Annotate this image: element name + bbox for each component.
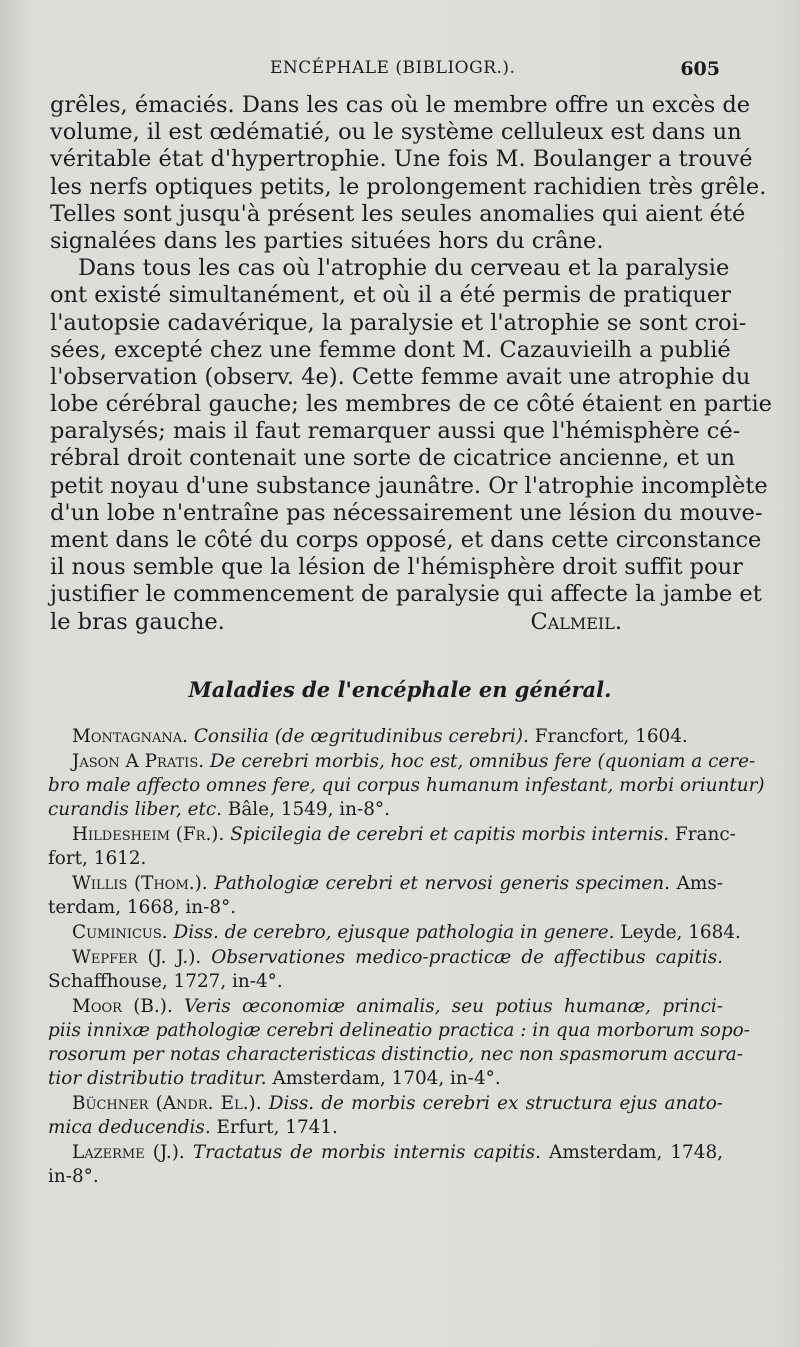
entry-author: Wepfer (J. J.). bbox=[72, 947, 212, 968]
entry-title: Tractatus de morbis internis capitis. bbox=[192, 1142, 541, 1163]
entry-title: mica deducendis. bbox=[48, 1117, 211, 1138]
entry-publication: Bâle, 1549, in-8°. bbox=[221, 799, 390, 820]
entry-publication: Amsterdam, 1704, in-4°. bbox=[266, 1068, 501, 1089]
bibliography-line bbox=[48, 847, 723, 871]
text-line: l'observation (observ. 4e). Cette femme avait une atrophie du bbox=[50, 363, 751, 390]
entry-title: Pathologiæ cerebri et nervosi generis specimen. bbox=[214, 873, 670, 894]
entry-publication: fort, 1612. bbox=[48, 848, 147, 869]
entry-author: Jason A Pratis. bbox=[72, 751, 210, 772]
entry-title: tior distributio traditur. bbox=[48, 1068, 267, 1089]
entry-publication: Francfort, 1604. bbox=[528, 726, 688, 747]
entry-title: Diss. de cerebro, ejusque pathologia in genere. bbox=[173, 922, 615, 943]
text-line: grêles, émaciés. Dans les cas où le membre offre un excès de bbox=[50, 92, 751, 118]
entry-publication: Amsterdam, 1748, bbox=[540, 1142, 724, 1163]
bibliography-entry bbox=[48, 995, 750, 1091]
text-line: les nerfs optiques petits, le prolongement rachidien très grêle. bbox=[50, 173, 767, 200]
bibliography-line bbox=[48, 1043, 743, 1067]
entry-title: bro male affecto omnes fere, qui corpus humanum infestant, morbi oriuntur) bbox=[48, 775, 765, 796]
entry-publication: terdam, 1668, in-8°. bbox=[48, 897, 237, 918]
author-signature: Calmeil. bbox=[530, 608, 622, 635]
bibliography-line bbox=[48, 896, 723, 920]
text-line: ont existé simultanément, et où il a été permis de pratiquer bbox=[50, 282, 731, 309]
bibliography-entry bbox=[48, 750, 765, 822]
running-title: ENCÉPHALE (BIBLIOGR.). bbox=[270, 58, 516, 78]
bibliography-line bbox=[48, 995, 723, 1019]
bibliography-entry bbox=[48, 725, 723, 749]
text-line: lobe cérébral gauche; les membres de ce côté étaient en partie bbox=[50, 391, 772, 418]
entry-title: Veris œconomiæ animalis, seu potius humanæ, princi- bbox=[184, 996, 724, 1017]
entry-title: Diss. de morbis cerebri ex structura ejus anato- bbox=[268, 1093, 723, 1114]
bibliography-entry bbox=[48, 872, 723, 920]
bibliography-line bbox=[48, 798, 723, 822]
text-line: véritable état d'hypertrophie. Une fois M. Boulanger a trouvé bbox=[50, 146, 753, 173]
entry-publication: in-8°. bbox=[48, 1166, 99, 1187]
entry-title: Spicilegia de cerebri et capitis morbis internis. bbox=[230, 824, 670, 845]
bibliography-line bbox=[48, 1092, 723, 1116]
bibliography-line bbox=[48, 946, 723, 970]
section-heading: Maladies de l'encéphale en général. bbox=[188, 677, 612, 702]
text-line: signalées dans les parties situées hors du crâne. bbox=[50, 227, 604, 254]
entry-title: Consilia (de œgritudinibus cerebri). bbox=[193, 726, 529, 747]
bibliography-entry bbox=[48, 921, 741, 945]
bibliography-line bbox=[48, 970, 723, 994]
bibliography-entry bbox=[48, 1092, 723, 1140]
entry-title: rosorum per notas characteristicas distinctio, nec non spasmorum accura- bbox=[48, 1044, 743, 1065]
text-line: petit noyau d'une substance jaunâtre. Or l'atrophie incomplète bbox=[50, 472, 768, 499]
text-line: l'autopsie cadavérique, la paralysie et l'atrophie se sont croi- bbox=[50, 309, 747, 336]
bibliography-entry bbox=[48, 823, 736, 871]
entry-author: Cuminicus. bbox=[72, 922, 174, 943]
bibliography-line bbox=[48, 1141, 723, 1165]
entry-author: Willis (Thom.). bbox=[72, 873, 215, 894]
page-number: 605 bbox=[680, 58, 720, 80]
entry-author: Moor (B.). bbox=[72, 996, 185, 1017]
entry-title: curandis liber, etc. bbox=[48, 799, 222, 820]
bibliography-list bbox=[48, 725, 765, 1190]
text-line: rébral droit contenait une sorte de cicatrice ancienne, et un bbox=[50, 445, 736, 472]
bibliography-line bbox=[48, 1116, 723, 1140]
text-line: volume, il est œdématié, ou le système celluleux est dans un bbox=[50, 119, 742, 146]
bibliography-line bbox=[48, 823, 736, 847]
bibliography-line bbox=[48, 1019, 750, 1043]
bibliography-line bbox=[48, 774, 765, 798]
entry-publication: Schaffhouse, 1727, in-4°. bbox=[48, 971, 283, 992]
running-head bbox=[50, 58, 720, 86]
entry-author: Hildesheim (Fr.). bbox=[72, 824, 231, 845]
entry-publication: Franc- bbox=[669, 824, 736, 845]
text-line: Telles sont jusqu'à présent les seules anomalies qui aient été bbox=[50, 200, 746, 227]
entry-publication: Ams- bbox=[669, 873, 724, 894]
entry-author: Büchner (Andr. El.). bbox=[72, 1093, 269, 1114]
entry-publication: Erfurt, 1741. bbox=[210, 1117, 338, 1138]
bibliography-entry bbox=[48, 1141, 723, 1189]
text-line: Dans tous les cas où l'atrophie du cerveau et la paralysie bbox=[78, 255, 730, 282]
bibliography-line bbox=[48, 921, 741, 945]
text-line: ment dans le côté du corps opposé, et dans cette circonstance bbox=[50, 527, 762, 553]
text-line: le bras gauche. bbox=[50, 608, 225, 635]
entry-author: Montagnana. bbox=[72, 726, 194, 747]
bibliography-line bbox=[48, 725, 723, 749]
entry-publication: Leyde, 1684. bbox=[614, 922, 741, 943]
text-line: il nous semble que la lésion de l'hémisphère droit suffit pour bbox=[50, 554, 743, 581]
entry-title: Observationes medico-practicæ de affectibus capitis. bbox=[211, 947, 724, 968]
text-line: d'un lobe n'entraîne pas nécessairement une lésion du mouve- bbox=[50, 499, 763, 526]
entry-author: Lazerme (J.). bbox=[72, 1142, 193, 1163]
body-text bbox=[50, 92, 772, 636]
bibliography-line bbox=[48, 750, 756, 774]
entry-title: piis innixæ pathologiæ cerebri delineatio practica : in qua morborum sopo- bbox=[48, 1020, 750, 1041]
text-line: paralysés; mais il faut remarquer aussi que l'hémisphère cé- bbox=[50, 418, 741, 445]
bibliography-line bbox=[48, 1067, 723, 1091]
text-line: justifier le commencement de paralysie qui affecte la jambe et bbox=[50, 581, 762, 608]
entry-title: De cerebri morbis, hoc est, omnibus fere (quoniam a cere- bbox=[209, 751, 756, 772]
signature-line bbox=[50, 609, 722, 636]
text-line: sées, excepté chez une femme dont M. Cazauvieilh a publié bbox=[50, 336, 731, 363]
bibliography-entry bbox=[48, 946, 723, 994]
bibliography-line bbox=[48, 872, 723, 896]
bibliography-line bbox=[48, 1165, 723, 1189]
